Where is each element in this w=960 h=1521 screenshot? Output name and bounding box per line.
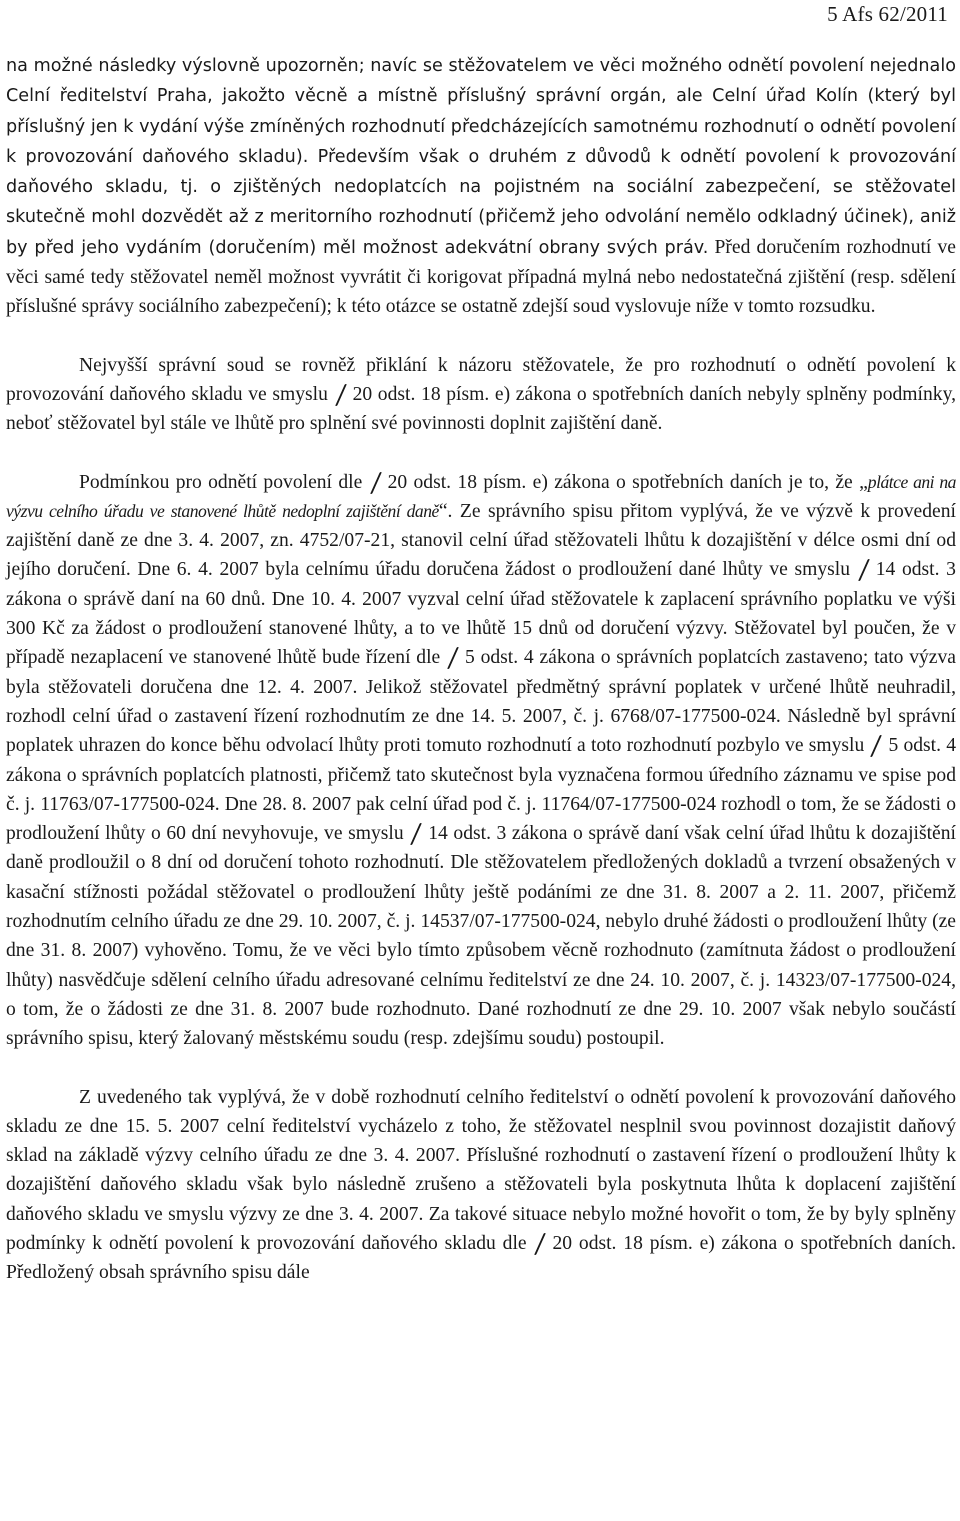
- paragraph-3: [6, 468, 956, 1054]
- paragraph-3-text-a: Podmínkou pro odnětí povolení dle: [79, 471, 363, 493]
- paragraph-3-text-g: 14 odst. 3 zákona o správě daní však celní úřad lhůtu k dozajištění daně prodloužil o 8 dní od doručení tohoto rozhodnutí. Dle stěžovatelem předložených dokladů a tvrzení obsažených v kasační stížnosti požádal stěžovatel o prodloužení lhůty ještě podáními ze dne 31. 8. 2007 a 2. 11. 2007, přičemž rozhodnutím celního úřadu ze dne 29. 10. 2007, č. j. 14537/07-177500-024, nebylo druhé žádosti o prodloužení lhůty (ze dne 31. 8. 2007) vyhověno. Tomu, že ve věci bylo tímto způsobem věcně rozhodnuto (zamítnuta žádost o prodloužení lhůty) nasvědčuje sdělení celního úřadu adresované celnímu ředitelství ze dne 24. 10. 2007, č. j. 14323/07-177500-024, o tom, že o žádosti ze dne 31. 8. 2007 bude rozhodnuto. Dané rozhodnutí ze dne 29. 10. 2007 však nebylo součástí správního spisu, který žalovaný městskému soudu (resp. zdejšímu soudu) postoupil.: [6, 823, 956, 1050]
- paragraph-4-text-a: Z uvedeného tak vyplývá, že v době rozhodnutí celního ředitelství o odnětí povolení k provozování daňového skladu ze dne 15. 5. 2007 celní ředitelství vycházelo z toho, že stěžovatel nesplnil svou povinnost dozajistit daňový sklad na základě výzvy celního úřadu ze dne 3. 4. 2007. Příslušné rozhodnutí o zastavení řízení o prodloužení lhůty k dozajištění daňového skladu však bylo následně zrušeno a stěžovateli byla poskytnuta lhůta k doplacení zajištění daňového skladu ve smyslu výzvy ze dne 3. 4. 2007. Za takové situace nebylo možné hovořit o tom, že by byly splněny podmínky k odnětí povolení k provozování daňového skladu dle: [6, 1086, 956, 1254]
- section-sign-icon: [448, 647, 458, 669]
- paragraph-3-text-c: “. Ze správního spisu přitom vyplývá, že ve výzvě k provedení zajištění daně ze dne 3. 4. 2007, zn. 4752/07-21, stanovil celní úřad stěžovateli lhůtu k dozajištění v délce osmi dní od jejího doručení. Dne 6. 4. 2007 byla celnímu úřadu doručena žádost o prodloužení dané lhůty ve smyslu: [6, 500, 956, 581]
- section-sign-icon: [871, 735, 881, 757]
- paragraph-3-text-e: 5 odst. 4 zákona o správních poplatcích zastaveno; tato výzva byla stěžovateli doručena dne 12. 4. 2007. Jelikož stěžovatel předmětný správní poplatek v určené lhůtě neuhradil, rozhodl celní úřad o zastavení řízení rozhodnutím ze dne 14. 5. 2007, č. j. 6768/07-177500-024. Následně byl správní poplatek uhrazen do konce běhu odvolací lhůty proti tomuto rozhodnutí a toto rozhodnutí pozbylo ve smyslu: [6, 647, 956, 757]
- paragraph-1-text-c: Před doručením rozhodnutí ve věci samé tedy stěžovatel neměl možnost vyvrátit či korigovat případná mylná nebo nedostatečná zjištění (resp.: [6, 236, 957, 289]
- section-sign-icon: [859, 559, 869, 581]
- paragraph-3-text-d: 14 odst. 3 zákona o správě daní na 60 dnů. Dne 10. 4. 2007 vyzval celní úřad stěžovatele k zaplacení správního poplatku ve výši 300 Kč za žádost o prodloužení stanovené lhůty, a to ve lhůtě 15 dnů od doručení výzvy. Stěžovatel byl poučen, že v případě nezaplacení ve stanovené lhůtě bude řízení dle: [6, 559, 956, 669]
- section-sign-icon: [371, 472, 381, 494]
- paragraph-1-text-b: o zjištěných nedoplatcích na pojistném na sociální zabezpečení, se stěžovatel skutečně mohl dozvědět až z meritorního rozhodnutí (přičemž jeho odvolání nemělo odkladný účinek), aniž by před jeho vydáním (doručením) měl možnost adekvátní obrany svých práv.: [6, 177, 956, 258]
- paragraph-1-text-a: na možné následky výslovně upozorněn; navíc se stěžovatelem ve věci možného odnětí povolení nejednalo Celní ředitelství Praha, jakožto věcně a místně příslušný správní orgán, ale Celní úřad Kolín (který byl příslušný jen k vydání výše zmíněných rozhodnutí předcházejících samotnému rozhodnutí o odnětí povolení k provozování daňového skladu). Především však o druhém z důvodů k odnětí povolení k provozování daňového skladu, tj.: [6, 56, 956, 198]
- paragraph-4: [6, 1083, 956, 1288]
- paragraph-1: [6, 51, 956, 322]
- paragraph-1-text-d: sdělení příslušné správy sociálního zabezpečení); k této otázce se ostatně zdejší soud vyslovuje níže v tomto rozsudku.: [6, 267, 956, 318]
- section-sign-icon: [535, 1233, 545, 1255]
- statutory-quote: plátce ani na výzvu celního úřadu ve stanovené lhůtě nedoplní zajištění daně: [6, 471, 956, 521]
- case-number-header: 5 Afs 62/2011: [827, 2, 948, 26]
- section-sign-icon: [336, 384, 346, 406]
- document-body: [6, 51, 956, 1288]
- paragraph-2-text-a: Nejvyšší správní soud se rovněž přiklání k názoru stěžovatele, že pro rozhodnutí o odnětí povolení k provozování daňového skladu ve smyslu: [6, 354, 956, 405]
- section-sign-icon: [411, 823, 421, 845]
- paragraph-2: [6, 351, 956, 439]
- paragraph-2-text-b: 20 odst. 18 písm. e) zákona o spotřebních daních nebyly splněny podmínky, neboť stěžovatel byl stále ve lhůtě pro splnění své povinnosti doplnit zajištění daně.: [6, 383, 956, 435]
- paragraph-3-text-b: 20 odst. 18 písm. e) zákona o spotřebních daních je to, že „: [387, 471, 868, 493]
- paragraph-4-text-b: 20 odst. 18 písm. e) zákona o spotřebních daních. Předložený obsah správního spisu dále: [6, 1232, 957, 1284]
- paragraph-3-text-f: 5 odst. 4 zákona o správních poplatcích platnosti, přičemž tato skutečnost byla vyznačena formou úředního záznamu ve spise pod č. j. 11763/07-177500-024. Dne 28. 8. 2007 pak celní úřad pod č. j. 11764/07-177500-024 rozhodl o tom, že se žádosti o prodloužení lhůty o 60 dní nevyhovuje, ve smyslu: [6, 735, 956, 845]
